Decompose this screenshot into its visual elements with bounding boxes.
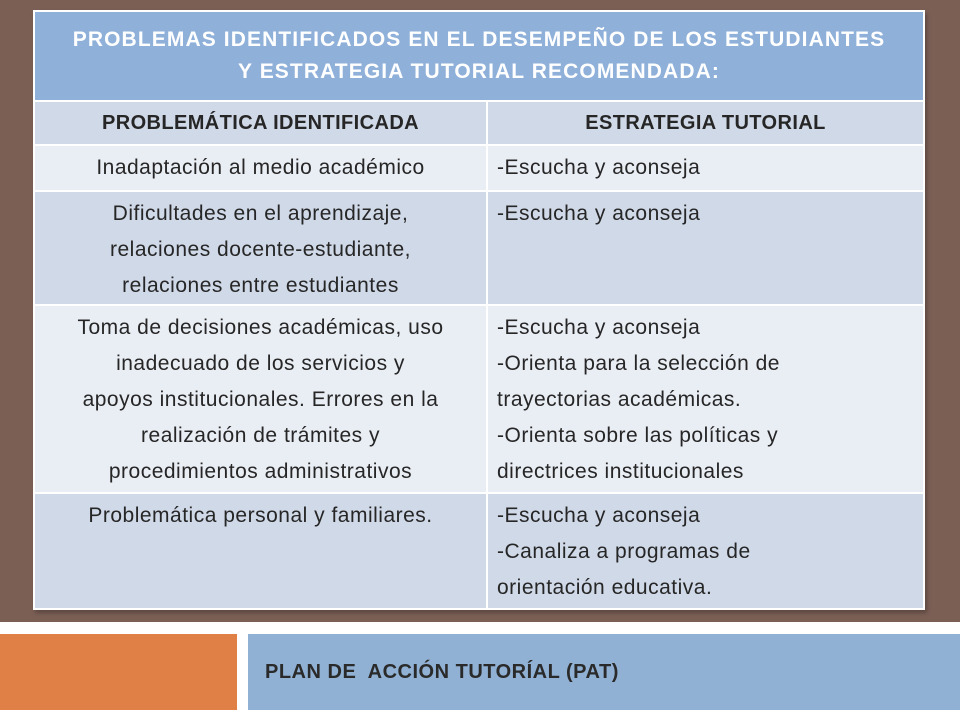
problem-line: Toma de decisiones académicas, uso bbox=[77, 316, 444, 339]
table-title-line-1: PROBLEMAS IDENTIFICADOS EN EL DESEMPEÑO DE LOS ESTUDIANTES bbox=[72, 28, 886, 51]
strategy-line: trayectorias académicas. bbox=[497, 388, 742, 411]
problem-line: Dificultades en el aprendizaje, bbox=[112, 202, 409, 225]
footer-bar bbox=[248, 634, 960, 710]
problem-line: relaciones docente-estudiante, bbox=[109, 238, 412, 261]
problem-cell-1 bbox=[35, 146, 486, 190]
column-header-problem: PROBLEMÁTICA IDENTIFICADA bbox=[35, 102, 486, 144]
table-title bbox=[35, 12, 923, 100]
strategy-line: -Escucha y aconseja bbox=[497, 202, 701, 225]
problem-line: apoyos institucionales. Errores en la bbox=[82, 388, 439, 411]
strategy-line: orientación educativa. bbox=[497, 576, 713, 599]
footer-title: PLAN DE ACCIÓN TUTORÍAL (PAT) bbox=[265, 660, 619, 683]
column-header-strategy: ESTRATEGIA TUTORIAL bbox=[488, 102, 923, 144]
problem-cell-3 bbox=[35, 306, 486, 492]
strategy-cell-1 bbox=[488, 146, 923, 190]
problem-cell-4 bbox=[35, 494, 486, 608]
strategy-line: -Escucha y aconseja bbox=[497, 316, 701, 339]
strategy-line: -Escucha y aconseja bbox=[497, 504, 701, 527]
problem-line: realización de trámites y bbox=[141, 424, 380, 447]
strategy-line: -Orienta sobre las políticas y bbox=[497, 424, 779, 447]
strategy-line: directrices institucionales bbox=[497, 460, 744, 483]
strategy-line: -Canaliza a programas de bbox=[497, 540, 751, 563]
problem-line: Inadaptación al medio académico bbox=[96, 156, 425, 179]
strategy-cell-2 bbox=[488, 192, 923, 304]
problem-line: procedimientos administrativos bbox=[108, 460, 413, 483]
table-title-line-2: Y ESTRATEGIA TUTORIAL RECOMENDADA: bbox=[238, 60, 720, 83]
problem-line: relaciones entre estudiantes bbox=[122, 274, 399, 297]
strategy-cell-4 bbox=[488, 494, 923, 608]
problem-line: inadecuado de los servicios y bbox=[116, 352, 405, 375]
strategy-cell-3 bbox=[488, 306, 923, 492]
strategy-line: -Orienta para la selección de bbox=[497, 352, 780, 375]
footer-accent-block bbox=[0, 634, 237, 710]
problem-cell-2 bbox=[35, 192, 486, 304]
problem-line: Problemática personal y familiares. bbox=[88, 504, 433, 527]
strategy-line: -Escucha y aconseja bbox=[497, 156, 701, 179]
strategy-table bbox=[33, 10, 925, 610]
